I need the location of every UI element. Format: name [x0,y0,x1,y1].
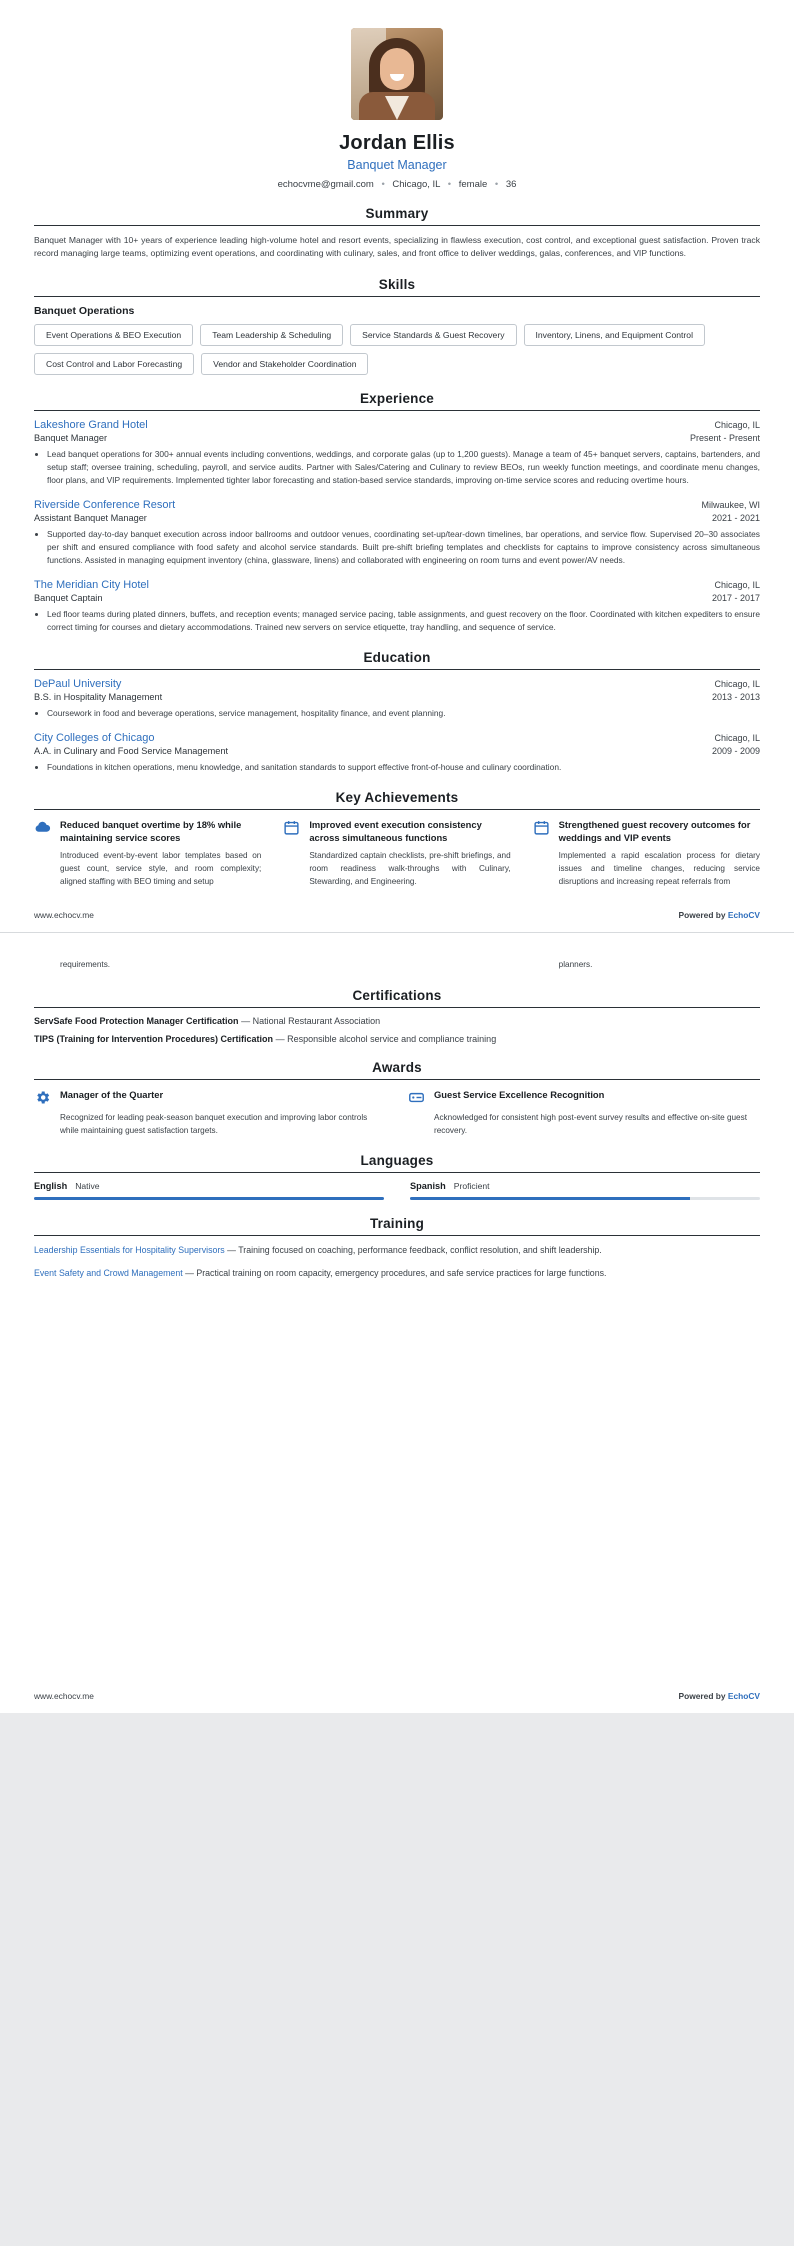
achievement-desc-continued: requirements. [60,960,111,970]
language-grid [34,1181,760,1200]
contact-line [34,179,760,190]
section-summary [34,206,760,261]
education-entry [34,678,760,720]
language-level: Proficient [453,1181,490,1192]
divider [34,296,760,297]
list-item: • Foundations in kitchen operations, menu knowledge, and sanitation standards to support effective front-of-house and culinary coordination. [47,761,760,774]
degree-dates: 2009 - 2009 [711,745,760,756]
section-experience [34,391,760,634]
award-desc: Recognized for leading peak-season banquet execution and improving labor controls while maintaining guest satisfaction targets. [60,1112,368,1135]
language-progress-track [410,1197,760,1200]
achievement-desc-continued: planners. [558,960,593,970]
section-title-key-achievements: Key Achievements [335,789,459,805]
section-title-skills: Skills [378,276,416,292]
cloud-icon [34,819,51,836]
section-training [34,1216,760,1279]
divider [34,1007,760,1008]
dash-separator: — [185,1267,197,1278]
dot-separator: • [381,179,385,190]
card-icon [408,1089,425,1106]
language-item [34,1181,384,1200]
experience-entry [34,419,760,487]
footer-brand-name: EchoCV [727,910,760,921]
employer-location: Chicago, IL [714,419,760,430]
section-title-education: Education [363,649,431,665]
achievement-title: Reduced banquet overtime by 18% while maintaining service scores [60,818,242,843]
training-desc: Practical training on room capacity, emergency procedures, and safe service practices for large functions. [196,1267,607,1278]
school-name[interactable]: City Colleges of Chicago [34,731,155,744]
skill-chip-list [34,324,760,375]
position-dates: Present - Present [689,432,760,443]
experience-entry [34,579,760,634]
section-awards [34,1060,760,1137]
section-title-certifications: Certifications [352,987,442,1003]
certification-issuer: Responsible alcohol service and compliance training [287,1033,497,1044]
bullet-list [34,528,760,567]
divider [34,1172,760,1173]
bullet-list [34,761,760,774]
page-footer [0,898,794,932]
education-entry [34,732,760,774]
skill-chip: Team Leadership & Scheduling [200,324,343,346]
language-level: Native [75,1181,100,1192]
gear-icon [34,1089,51,1106]
resume-page-2 [0,933,794,1712]
achievement-grid [34,818,760,888]
dash-separator: — [241,1015,253,1026]
footer-website[interactable]: www.echocv.me [34,1690,94,1701]
footer-brand [679,1691,760,1701]
achievement-desc: Implemented a rapid escalation process for dietary issues and timeline changes, reducing service disruptions and increasing repeat referrals from [558,851,760,886]
footer-brand [679,910,760,920]
contact-age: 36 [505,179,517,190]
list-item: • Coursework in food and beverage operations, service management, hospitality finance, and event planning. [47,707,760,720]
training-name[interactable]: Leadership Essentials for Hospitality Supervisors [34,1245,225,1256]
employer-location: Chicago, IL [714,579,760,590]
certification-name: ServSafe Food Protection Manager Certification [34,1015,239,1026]
achievement-item [533,818,760,888]
award-desc: Acknowledged for consistent high post-event survey results and effective on-site guest recovery. [434,1112,747,1135]
footer-powered-by: Powered by [678,1690,728,1701]
list-item: • Supported day-to-day banquet execution across indoor ballrooms and outdoor venues, coordinating set-up/tear-down timelines, bar operations, and service flow. Supervised 20–30 associates per shift and ensured compliance with food safety and alcohol service standards. Built pre-shift briefing templates and checklists for captains to improve consistency across simultaneous functions. Assisted in managing equipment inventory (china, glassware, linens) and collaborated with engineering on room turns and event power/AV needs. [47,528,760,567]
divider [34,809,760,810]
award-grid [34,1088,760,1137]
achievement-desc: Standardized captain checklists, pre-shift briefings, and room readiness walk-throughs with Culinary, Stewarding, and Engineering. [309,851,511,886]
position-title: Banquet Captain [34,592,103,603]
position-title: Banquet Manager [34,432,108,443]
training-item [34,1267,760,1280]
section-title-languages: Languages [360,1153,434,1169]
certification-name: TIPS (Training for Intervention Procedures) Certification [34,1033,274,1044]
divider [34,1079,760,1080]
section-skills [34,277,760,375]
divider [34,669,760,670]
dot-separator: • [494,179,499,190]
award-item [408,1088,760,1137]
section-education [34,650,760,774]
school-location: Chicago, IL [714,678,760,689]
dot-separator: • [447,179,452,190]
summary-text: Banquet Manager with 10+ years of experience leading high-volume hotel and resort events, specializing in flawless execution, cost control, and exceptional guest satisfaction. Proven track record managing large teams, optimizing event operations, and coordinating with culinary, sales, and front office to deliver weddings, galas, conferences, and VIP functions. [34,235,760,259]
achievement-desc-continued [283,959,510,972]
position-title: Assistant Banquet Manager [34,512,147,523]
training-item [34,1244,760,1257]
skill-chip: Service Standards & Guest Recovery [350,324,516,346]
bullet-list [34,707,760,720]
avatar [351,28,443,120]
contact-gender: female [458,179,488,190]
award-title: Guest Service Excellence Recognition [434,1088,605,1100]
certification-item [34,1034,760,1044]
dash-separator: — [227,1245,239,1256]
bullet-list [34,448,760,487]
section-certifications [34,988,760,1044]
school-name[interactable]: DePaul University [34,677,122,690]
achievement-item [283,818,510,888]
employer-name[interactable]: The Meridian City Hotel [34,578,149,591]
divider [34,410,760,411]
employer-name[interactable]: Lakeshore Grand Hotel [34,418,148,431]
footer-powered-by: Powered by [678,910,728,921]
footer-brand-name: EchoCV [727,1690,760,1701]
position-dates: 2017 - 2017 [711,592,760,603]
section-title-training: Training [369,1216,425,1232]
school-location: Chicago, IL [714,732,760,743]
degree-title: A.A. in Culinary and Food Service Management [34,745,229,756]
page-title: Jordan Ellis [339,132,455,154]
training-name[interactable]: Event Safety and Crowd Management [34,1267,183,1278]
contact-email[interactable]: echocvme@gmail.com [277,179,374,190]
calendar-icon [283,819,300,836]
footer-website[interactable]: www.echocv.me [34,910,94,921]
award-title: Manager of the Quarter [60,1088,164,1100]
divider [34,225,760,226]
training-desc: Training focused on coaching, performance feedback, conflict resolution, and shift leadership. [238,1245,602,1256]
language-progress-fill [34,1197,384,1200]
section-title-awards: Awards [372,1059,422,1075]
skill-chip: Inventory, Linens, and Equipment Control [524,324,706,346]
award-item [34,1088,386,1137]
employer-location: Milwaukee, WI [701,499,760,510]
position-dates: 2021 - 2021 [711,512,760,523]
degree-dates: 2013 - 2013 [711,691,760,702]
contact-location: Chicago, IL [392,179,441,190]
divider [34,1235,760,1236]
language-progress-track [34,1197,384,1200]
language-item [410,1181,760,1200]
language-name: English [34,1181,68,1192]
achievement-continuation [34,959,760,972]
bullet-list [34,608,760,634]
achievement-item [34,818,261,888]
degree-title: B.S. in Hospitality Management [34,691,163,702]
achievement-title: Strengthened guest recovery outcomes for weddings and VIP events [558,818,751,843]
language-progress-fill [410,1197,690,1200]
language-name: Spanish [410,1181,446,1192]
certification-issuer: National Restaurant Association [252,1015,381,1026]
page-spacer [34,1289,760,1669]
skill-group-label: Banquet Operations [34,304,135,317]
achievement-title: Improved event execution consistency across simultaneous functions [309,818,482,843]
resume-header [34,28,760,190]
skill-chip: Event Operations & BEO Execution [34,324,193,346]
section-languages [34,1153,760,1200]
dash-separator: — [275,1033,288,1044]
section-title-summary: Summary [365,206,429,221]
list-item: • Lead banquet operations for 300+ annual events including conventions, weddings, and corporate galas (up to 1,200 guests). Manage a team of 45+ banquet servers, captains, bartenders, and setup staff; oversee training, scheduling, payroll, and service audits. Partner with Sales/Catering and Culinary to review BEOs, run weekly function meetings, and coordinate menu changes, floor plans, and VIP requirements. Implemented tighter labor forecasting and station-based service standards, improving on-time service scores and reducing overtime hours. [47,448,760,487]
certification-item [34,1016,760,1026]
section-key-achievements [34,790,760,888]
calendar-icon [533,819,550,836]
experience-entry [34,499,760,567]
section-title-experience: Experience [359,390,435,406]
job-title: Banquet Manager [347,158,447,172]
list-item: • Led floor teams during plated dinners, buffets, and reception events; managed service pacing, table assignments, and guest recovery on the floor. Coordinated with kitchen expediters to ensure correct timing for courses and dietary accommodations. Trained new servers on service etiquette, tray handling, and sequence of service. [47,608,760,634]
achievement-desc: Introduced event-by-event labor templates based on guest count, service style, and room complexity; aligned staffing with BEO timing and setup [60,851,262,886]
page-footer [0,1679,794,1713]
resume-page-1 [0,0,794,932]
employer-name[interactable]: Riverside Conference Resort [34,498,176,511]
skill-chip: Cost Control and Labor Forecasting [34,353,194,375]
skill-chip: Vendor and Stakeholder Coordination [201,353,368,375]
